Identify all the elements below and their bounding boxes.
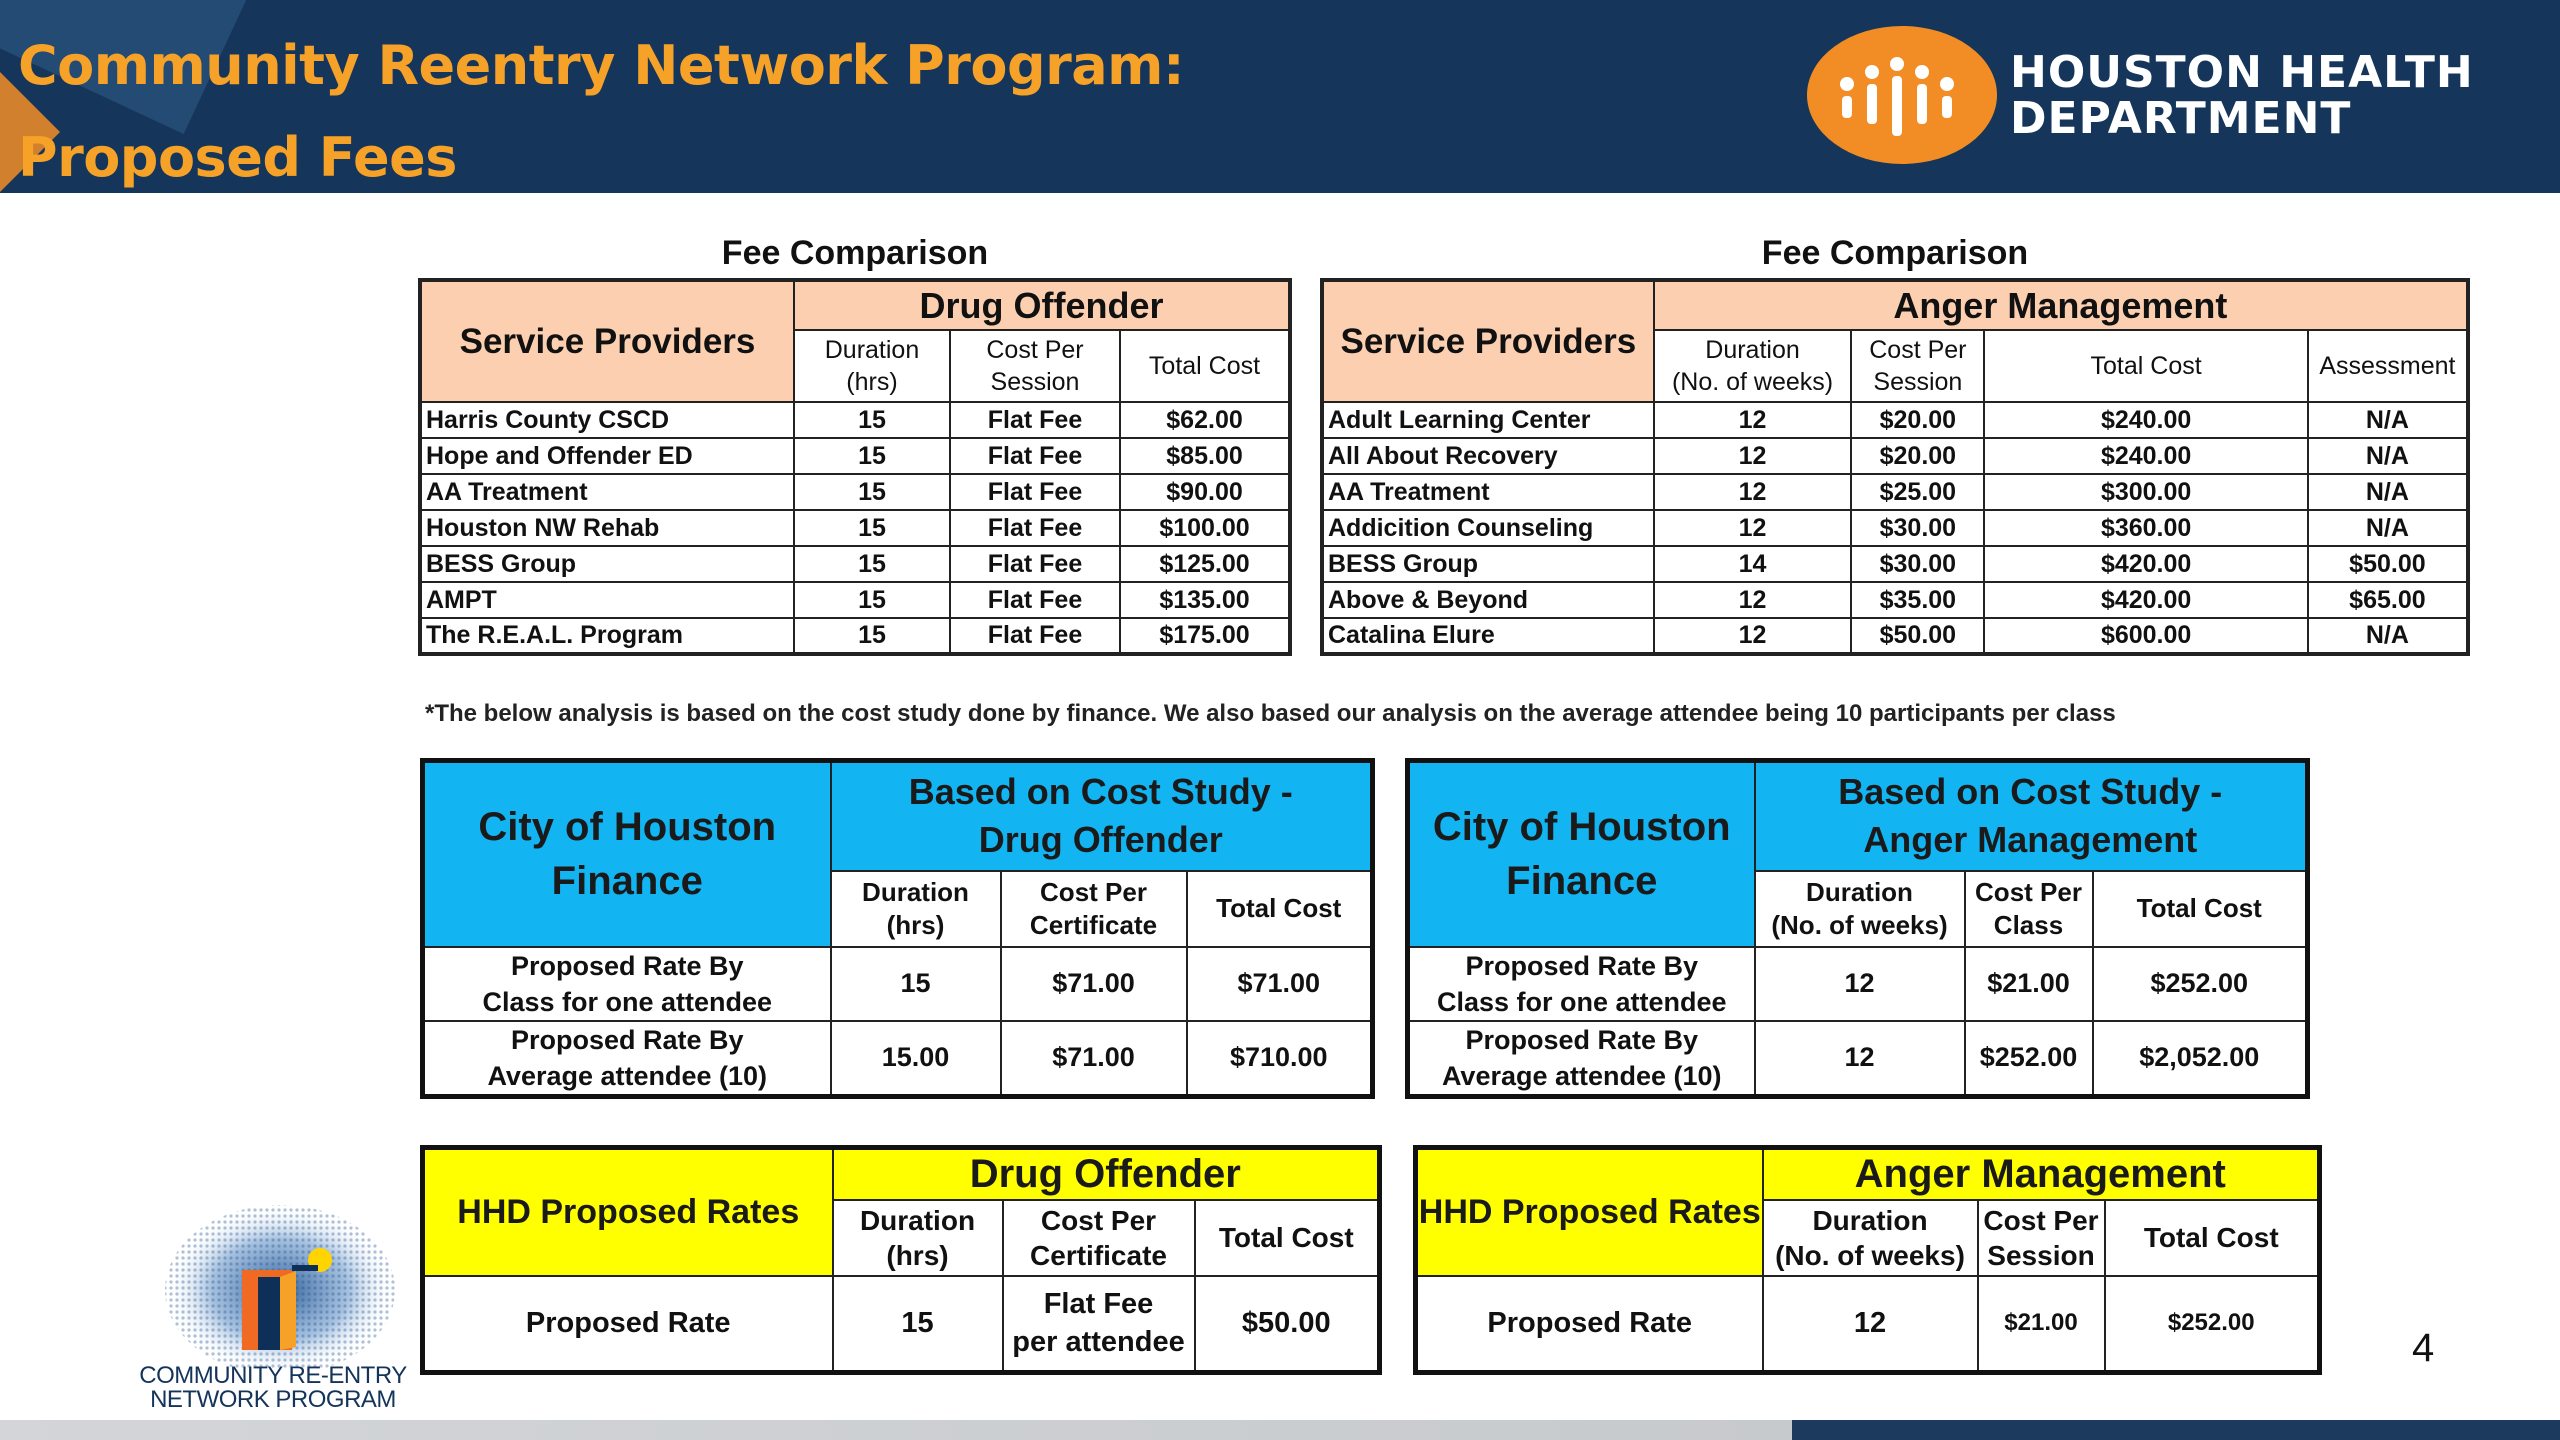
footer-bar bbox=[0, 1420, 2560, 1440]
provider-name: Adult Learning Center bbox=[1322, 402, 1654, 438]
column-header-line: (No. of weeks) bbox=[1775, 1239, 1965, 1271]
logo-text-line1: COMMUNITY RE-ENTRY bbox=[139, 1362, 407, 1389]
column-header bbox=[1654, 330, 1852, 402]
provider-name: Above & Beyond bbox=[1322, 582, 1654, 618]
provider-name: Hope and Offender ED bbox=[420, 438, 794, 474]
column-header-line: Total Cost bbox=[2143, 1222, 2279, 1253]
column-header bbox=[1984, 330, 2307, 402]
column-header-line: Duration bbox=[824, 336, 920, 364]
city-of-houston-finance-header bbox=[423, 761, 831, 947]
column-header bbox=[2308, 330, 2468, 402]
page-number: 4 bbox=[2412, 1326, 2435, 1370]
table-row bbox=[420, 546, 1290, 582]
table-cell: $100.00 bbox=[1120, 510, 1290, 546]
table-cell: Flat Fee bbox=[950, 438, 1120, 474]
organization-name bbox=[2010, 47, 2474, 144]
table-cell: $20.00 bbox=[1851, 438, 1984, 474]
table-cell: Flat Fee bbox=[950, 618, 1120, 654]
column-header-line: Total Cost bbox=[1216, 893, 1342, 923]
hhd-proposed-anger-management-table bbox=[1413, 1145, 2322, 1375]
duration-value: 15 bbox=[833, 1276, 1003, 1373]
row-label bbox=[423, 947, 831, 1021]
column-header-line: Cost Per bbox=[1983, 1204, 2099, 1236]
analysis-footnote: *The below analysis is based on the cost study done by finance. We also based our analysis on the average attendee being 10 participants per class bbox=[425, 700, 2116, 727]
column-header bbox=[950, 330, 1120, 402]
column-header-line: Cost Per bbox=[1975, 876, 2082, 907]
table-cell: $71.00 bbox=[1187, 947, 1373, 1021]
column-header-line: Duration bbox=[859, 1204, 976, 1236]
header-line1: Based on Cost Study - bbox=[1838, 771, 2223, 813]
table-cell: $600.00 bbox=[1984, 618, 2307, 654]
table-cell: $252.00 bbox=[2093, 947, 2308, 1021]
organization-name-line1: HOUSTON HEALTH bbox=[2010, 47, 2474, 98]
header-line2: Finance bbox=[551, 859, 703, 904]
row-label bbox=[1408, 1021, 1755, 1097]
column-header-line: Cost Per bbox=[1040, 1204, 1157, 1236]
column-header-line: Duration bbox=[1812, 1204, 1928, 1236]
column-header-line: Duration bbox=[862, 876, 969, 907]
table-cell: 15.00 bbox=[831, 1021, 1001, 1097]
table-cell: 12 bbox=[1654, 402, 1852, 438]
table-cell: $300.00 bbox=[1984, 474, 2307, 510]
header-banner bbox=[0, 0, 2560, 193]
table-row bbox=[1322, 438, 2468, 474]
table-row bbox=[1408, 947, 2308, 1021]
table-cell: $30.00 bbox=[1851, 510, 1984, 546]
total-cost-value: $252.00 bbox=[2105, 1276, 2320, 1373]
table-cell: $2,052.00 bbox=[2093, 1021, 2308, 1097]
provider-name: Harris County CSCD bbox=[420, 402, 794, 438]
column-header-line: Certificate bbox=[1029, 909, 1158, 940]
table-row bbox=[420, 474, 1290, 510]
table-cell: $240.00 bbox=[1984, 438, 2307, 474]
table-cell: $62.00 bbox=[1120, 402, 1290, 438]
table-row bbox=[1322, 474, 2468, 510]
table-cell: 12 bbox=[1654, 474, 1852, 510]
column-header-line: Class bbox=[1993, 909, 2064, 940]
column-header-line: Assessment bbox=[2319, 352, 2456, 380]
table-cell: N/A bbox=[2308, 618, 2468, 654]
table-row bbox=[1322, 618, 2468, 654]
provider-name: AA Treatment bbox=[420, 474, 794, 510]
column-header bbox=[794, 330, 950, 402]
table-row bbox=[423, 1276, 1380, 1373]
table-cell: Flat Fee bbox=[950, 510, 1120, 546]
column-header bbox=[1001, 871, 1187, 947]
column-header bbox=[2105, 1200, 2320, 1276]
anger-management-header: Anger Management bbox=[1763, 1148, 2320, 1200]
provider-name: The R.E.A.L. Program bbox=[420, 618, 794, 654]
column-header-line: Total Cost bbox=[1148, 352, 1261, 380]
table-cell: N/A bbox=[2308, 438, 2468, 474]
table-cell: N/A bbox=[2308, 402, 2468, 438]
table-row bbox=[420, 438, 1290, 474]
provider-name: Houston NW Rehab bbox=[420, 510, 794, 546]
column-header bbox=[1755, 871, 1965, 947]
table-cell: Flat Fee bbox=[950, 474, 1120, 510]
slide-title-line2: Proposed Fees bbox=[18, 126, 457, 189]
cost-study-anger-management-header bbox=[1755, 761, 2308, 871]
column-header bbox=[1965, 871, 2093, 947]
provider-name: BESS Group bbox=[420, 546, 794, 582]
duration-value: 12 bbox=[1763, 1276, 1978, 1373]
table-cell: $360.00 bbox=[1984, 510, 2307, 546]
header-line2: Anger Management bbox=[1863, 819, 2198, 861]
column-header-line: Duration bbox=[1705, 336, 1800, 364]
hhd-proposed-rates-header: HHD Proposed Rates bbox=[423, 1148, 833, 1276]
community-reentry-logo-text bbox=[118, 1364, 428, 1412]
column-header-line: Cost Per bbox=[1040, 876, 1147, 907]
fee-comparison-anger-caption: Fee Comparison bbox=[1761, 234, 2029, 272]
fee-comparison-drug-caption: Fee Comparison bbox=[721, 234, 989, 272]
houston-health-logo-icon bbox=[1807, 26, 1997, 164]
table-cell: 15 bbox=[794, 582, 950, 618]
table-cell: Flat Fee bbox=[950, 402, 1120, 438]
table-cell: 15 bbox=[794, 474, 950, 510]
table-row bbox=[1322, 546, 2468, 582]
finance-drug-offender-table bbox=[420, 758, 1375, 1099]
column-header bbox=[1978, 1200, 2105, 1276]
slide-title-line1: Community Reentry Network Program: bbox=[18, 34, 1185, 97]
table-row bbox=[423, 947, 1373, 1021]
column-header-line: (No. of weeks) bbox=[1771, 909, 1948, 940]
table-cell: 15 bbox=[794, 438, 950, 474]
table-cell: $710.00 bbox=[1187, 1021, 1373, 1097]
table-cell: 12 bbox=[1755, 947, 1965, 1021]
total-cost-value: $50.00 bbox=[1195, 1276, 1380, 1373]
table-cell: $71.00 bbox=[1001, 1021, 1187, 1097]
table-row bbox=[1408, 1021, 2308, 1097]
table-cell: $21.00 bbox=[1965, 947, 2093, 1021]
table-cell: 14 bbox=[1654, 546, 1852, 582]
table-cell: $420.00 bbox=[1984, 582, 2307, 618]
organization-name-line2: DEPARTMENT bbox=[2010, 93, 2352, 144]
table-cell: $30.00 bbox=[1851, 546, 1984, 582]
table-cell: N/A bbox=[2308, 510, 2468, 546]
provider-name: Addicition Counseling bbox=[1322, 510, 1654, 546]
column-header bbox=[1851, 330, 1984, 402]
column-header-line: (No. of weeks) bbox=[1671, 368, 1834, 396]
column-header-line: Total Cost bbox=[2090, 352, 2202, 380]
table-cell: $25.00 bbox=[1851, 474, 1984, 510]
table-cell: $135.00 bbox=[1120, 582, 1290, 618]
column-header bbox=[831, 871, 1001, 947]
table-cell: $175.00 bbox=[1120, 618, 1290, 654]
table-row bbox=[1416, 1276, 2320, 1373]
row-label-line2: Average attendee (10) bbox=[1441, 1060, 1722, 1091]
proposed-rate-label: Proposed Rate bbox=[423, 1276, 833, 1373]
row-label-line2: Class for one attendee bbox=[482, 986, 773, 1017]
anger-management-header: Anger Management bbox=[1654, 280, 2468, 330]
table-cell: $252.00 bbox=[1965, 1021, 2093, 1097]
table-cell: $420.00 bbox=[1984, 546, 2307, 582]
provider-name: BESS Group bbox=[1322, 546, 1654, 582]
table-row bbox=[420, 510, 1290, 546]
table-row bbox=[420, 618, 1290, 654]
column-header-line: Cost Per bbox=[1869, 336, 1967, 364]
table-cell: $20.00 bbox=[1851, 402, 1984, 438]
column-header-line: Session bbox=[990, 368, 1080, 396]
table-cell: 12 bbox=[1654, 618, 1852, 654]
table-cell: Flat Fee bbox=[950, 546, 1120, 582]
column-header bbox=[1003, 1200, 1195, 1276]
cost-per-session-value: $21.00 bbox=[1978, 1276, 2105, 1373]
table-cell: $125.00 bbox=[1120, 546, 1290, 582]
table-row bbox=[1322, 582, 2468, 618]
table-row bbox=[423, 1021, 1373, 1097]
column-header bbox=[833, 1200, 1003, 1276]
table-cell: 15 bbox=[794, 510, 950, 546]
finance-anger-management-table bbox=[1405, 758, 2310, 1099]
table-cell: $240.00 bbox=[1984, 402, 2307, 438]
header-line1: City of Houston bbox=[478, 805, 777, 850]
column-header-line: Cost Per bbox=[986, 336, 1084, 364]
table-cell: N/A bbox=[2308, 474, 2468, 510]
service-providers-header: Service Providers bbox=[1322, 280, 1654, 402]
fee-comparison-anger-table bbox=[1320, 278, 2470, 656]
table-cell: $35.00 bbox=[1851, 582, 1984, 618]
cost-line2: per attendee bbox=[1012, 1326, 1185, 1359]
row-label-line1: Proposed Rate By bbox=[1465, 950, 1699, 981]
logo-text-line2: NETWORK PROGRAM bbox=[150, 1386, 396, 1413]
city-of-houston-finance-header bbox=[1408, 761, 1755, 947]
header-line2: Finance bbox=[1506, 859, 1658, 904]
column-header-line: (hrs) bbox=[846, 368, 898, 396]
cost-study-drug-offender-header bbox=[831, 761, 1373, 871]
table-cell: $71.00 bbox=[1001, 947, 1187, 1021]
row-label bbox=[1408, 947, 1755, 1021]
column-header bbox=[2093, 871, 2308, 947]
cost-line1: Flat Fee bbox=[1043, 1288, 1154, 1321]
proposed-rate-label: Proposed Rate bbox=[1416, 1276, 1763, 1373]
table-cell: 15 bbox=[794, 618, 950, 654]
provider-name: All About Recovery bbox=[1322, 438, 1654, 474]
table-row bbox=[1322, 402, 2468, 438]
drug-offender-header: Drug Offender bbox=[794, 280, 1290, 330]
column-header bbox=[1187, 871, 1373, 947]
table-row bbox=[420, 402, 1290, 438]
table-cell: 12 bbox=[1755, 1021, 1965, 1097]
fee-comparison-drug-table bbox=[418, 278, 1292, 656]
column-header-line: Duration bbox=[1806, 876, 1913, 907]
row-label-line2: Average attendee (10) bbox=[487, 1060, 768, 1091]
table-cell: $50.00 bbox=[2308, 546, 2468, 582]
provider-name: Catalina Elure bbox=[1322, 618, 1654, 654]
row-label-line1: Proposed Rate By bbox=[510, 1024, 744, 1055]
row-label-line2: Class for one attendee bbox=[1436, 986, 1727, 1017]
row-label-line1: Proposed Rate By bbox=[1465, 1024, 1699, 1055]
drug-offender-header: Drug Offender bbox=[833, 1148, 1380, 1200]
table-cell: 12 bbox=[1654, 510, 1852, 546]
table-cell: $85.00 bbox=[1120, 438, 1290, 474]
table-cell: 15 bbox=[794, 402, 950, 438]
row-label-line1: Proposed Rate By bbox=[510, 950, 744, 981]
column-header bbox=[1763, 1200, 1978, 1276]
table-cell: $65.00 bbox=[2308, 582, 2468, 618]
column-header-line: Certificate bbox=[1030, 1239, 1167, 1271]
table-row bbox=[420, 582, 1290, 618]
service-providers-header: Service Providers bbox=[420, 280, 794, 402]
header-line2: Drug Offender bbox=[978, 819, 1223, 861]
header-line1: Based on Cost Study - bbox=[908, 771, 1293, 813]
provider-name: AA Treatment bbox=[1322, 474, 1654, 510]
table-cell: Flat Fee bbox=[950, 582, 1120, 618]
column-header-line: Total Cost bbox=[2136, 893, 2262, 923]
table-cell: $90.00 bbox=[1120, 474, 1290, 510]
table-cell: 15 bbox=[794, 546, 950, 582]
column-header-line: (hrs) bbox=[886, 909, 945, 940]
column-header-line: (hrs) bbox=[886, 1239, 949, 1271]
table-row bbox=[1322, 510, 2468, 546]
column-header-line: Total Cost bbox=[1218, 1222, 1354, 1253]
column-header bbox=[1195, 1200, 1380, 1276]
provider-name: AMPT bbox=[420, 582, 794, 618]
table-cell: $50.00 bbox=[1851, 618, 1984, 654]
hhd-proposed-drug-offender-table bbox=[420, 1145, 1382, 1375]
table-cell: 15 bbox=[831, 947, 1001, 1021]
column-header-line: Session bbox=[1873, 368, 1963, 396]
row-label bbox=[423, 1021, 831, 1097]
cost-per-certificate-value bbox=[1003, 1276, 1195, 1373]
table-cell: 12 bbox=[1654, 582, 1852, 618]
header-line1: City of Houston bbox=[1432, 805, 1731, 850]
column-header bbox=[1120, 330, 1290, 402]
hhd-proposed-rates-header: HHD Proposed Rates bbox=[1416, 1148, 1763, 1276]
table-cell: 12 bbox=[1654, 438, 1852, 474]
column-header-line: Session bbox=[1987, 1239, 2095, 1271]
